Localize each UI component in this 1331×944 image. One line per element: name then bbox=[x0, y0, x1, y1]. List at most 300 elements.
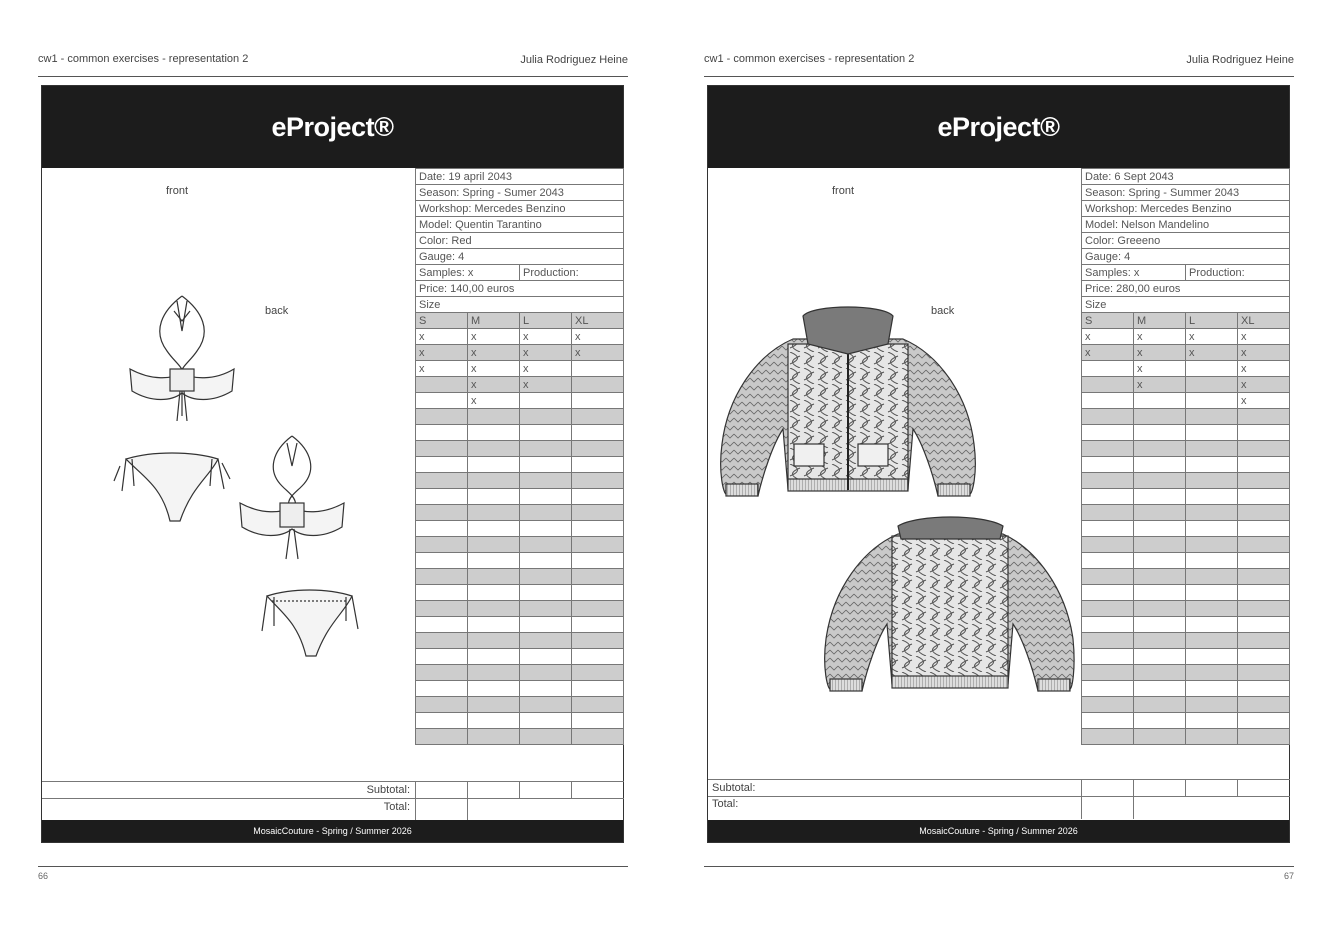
size-cell bbox=[468, 569, 520, 585]
size-cell bbox=[572, 393, 624, 409]
size-cell: x bbox=[1134, 345, 1186, 361]
size-cell bbox=[520, 537, 572, 553]
size-row bbox=[416, 521, 624, 537]
subtotal-label: Subtotal: bbox=[712, 782, 756, 794]
size-cell bbox=[572, 377, 624, 393]
size-cell: x bbox=[1082, 329, 1134, 345]
size-row bbox=[1082, 329, 1290, 345]
size-cell bbox=[1082, 521, 1134, 537]
size-cell bbox=[520, 409, 572, 425]
size-cell: x bbox=[520, 361, 572, 377]
header-rule bbox=[704, 76, 1294, 77]
size-cell bbox=[1186, 377, 1238, 393]
size-row bbox=[416, 729, 624, 745]
size-cell bbox=[1134, 681, 1186, 697]
size-cell bbox=[1238, 537, 1290, 553]
size-cell bbox=[1134, 409, 1186, 425]
size-cell bbox=[468, 601, 520, 617]
size-cell: x bbox=[468, 361, 520, 377]
size-row bbox=[416, 425, 624, 441]
size-row bbox=[416, 393, 624, 409]
size-cell bbox=[572, 697, 624, 713]
size-cell bbox=[520, 569, 572, 585]
total-label: Total: bbox=[383, 801, 410, 813]
size-cell bbox=[520, 713, 572, 729]
size-cell: x bbox=[572, 345, 624, 361]
size-cell bbox=[1082, 585, 1134, 601]
size-cell bbox=[572, 601, 624, 617]
size-cell bbox=[1186, 665, 1238, 681]
size-header: XL bbox=[572, 313, 624, 329]
size-cell bbox=[1186, 361, 1238, 377]
size-cell bbox=[416, 521, 468, 537]
size-row bbox=[1082, 409, 1290, 425]
size-cell bbox=[1238, 729, 1290, 745]
size-cell bbox=[416, 697, 468, 713]
size-cell bbox=[1134, 521, 1186, 537]
size-cell bbox=[572, 585, 624, 601]
size-cell bbox=[416, 681, 468, 697]
size-row bbox=[1082, 617, 1290, 633]
size-cell: x bbox=[1238, 377, 1290, 393]
size-cell bbox=[416, 425, 468, 441]
size-cell bbox=[1082, 649, 1134, 665]
size-cell bbox=[520, 633, 572, 649]
size-cell: x bbox=[1238, 345, 1290, 361]
size-row bbox=[1082, 457, 1290, 473]
size-cell bbox=[1082, 377, 1134, 393]
size-cell bbox=[572, 569, 624, 585]
size-row bbox=[416, 601, 624, 617]
size-cell bbox=[1082, 537, 1134, 553]
size-cell bbox=[416, 601, 468, 617]
size-cell bbox=[1082, 569, 1134, 585]
size-cell bbox=[520, 681, 572, 697]
subtotal-label: Subtotal: bbox=[366, 784, 410, 796]
size-cell bbox=[416, 585, 468, 601]
size-cell bbox=[1238, 521, 1290, 537]
size-cell bbox=[468, 425, 520, 441]
size-cell bbox=[1082, 489, 1134, 505]
size-row bbox=[416, 569, 624, 585]
size-cell bbox=[1082, 505, 1134, 521]
size-cell bbox=[1134, 425, 1186, 441]
size-cell bbox=[520, 393, 572, 409]
size-cell bbox=[1082, 633, 1134, 649]
size-cell bbox=[520, 425, 572, 441]
size-cell bbox=[1082, 681, 1134, 697]
size-cell bbox=[520, 697, 572, 713]
spec-table bbox=[1081, 168, 1290, 745]
size-cell bbox=[1134, 585, 1186, 601]
size-row bbox=[1082, 601, 1290, 617]
front-label: front bbox=[166, 185, 189, 197]
size-cell bbox=[1238, 553, 1290, 569]
size-row bbox=[416, 697, 624, 713]
size-cell bbox=[1186, 457, 1238, 473]
brand-title: eProject® bbox=[42, 86, 623, 168]
size-cell bbox=[416, 377, 468, 393]
size-row bbox=[416, 457, 624, 473]
size-cell: x bbox=[520, 345, 572, 361]
page-number: 66 bbox=[38, 871, 49, 881]
size-cell bbox=[1238, 473, 1290, 489]
size-cell bbox=[572, 553, 624, 569]
size-cell bbox=[468, 633, 520, 649]
size-cell: x bbox=[468, 377, 520, 393]
size-header: XL bbox=[1238, 313, 1290, 329]
footer-rule bbox=[704, 866, 1294, 867]
total-label: Total: bbox=[712, 798, 739, 810]
size-cell bbox=[1082, 409, 1134, 425]
size-cell bbox=[520, 457, 572, 473]
size-header: S bbox=[1082, 313, 1134, 329]
size-cell bbox=[520, 473, 572, 489]
size-cell: x bbox=[1134, 329, 1186, 345]
size-cell bbox=[1186, 697, 1238, 713]
size-cell: x bbox=[520, 329, 572, 345]
size-cell: x bbox=[416, 345, 468, 361]
size-cell bbox=[1134, 441, 1186, 457]
size-cell bbox=[572, 617, 624, 633]
size-cell bbox=[520, 585, 572, 601]
size-cell bbox=[416, 489, 468, 505]
spec-gauge: Gauge: 4 bbox=[1082, 249, 1290, 265]
size-cell bbox=[1186, 521, 1238, 537]
size-cell bbox=[468, 521, 520, 537]
size-cell bbox=[1238, 633, 1290, 649]
size-cell bbox=[1134, 393, 1186, 409]
size-cell: x bbox=[1134, 377, 1186, 393]
size-row bbox=[416, 409, 624, 425]
size-row bbox=[1082, 473, 1290, 489]
size-cell bbox=[572, 505, 624, 521]
size-header: M bbox=[1134, 313, 1186, 329]
size-cell bbox=[1082, 553, 1134, 569]
size-cell: x bbox=[520, 377, 572, 393]
size-cell bbox=[468, 457, 520, 473]
size-cell bbox=[1238, 697, 1290, 713]
bikini-sketch bbox=[122, 291, 382, 671]
size-cell bbox=[1186, 473, 1238, 489]
size-cell bbox=[1082, 729, 1134, 745]
size-cell: x bbox=[1186, 345, 1238, 361]
size-cell bbox=[572, 681, 624, 697]
size-row bbox=[1082, 665, 1290, 681]
size-cell bbox=[572, 441, 624, 457]
spec-size: Size bbox=[416, 297, 624, 313]
size-header: L bbox=[520, 313, 572, 329]
size-row bbox=[416, 345, 624, 361]
spec-date: Date: 6 Sept 2043 bbox=[1082, 169, 1290, 185]
size-cell bbox=[1186, 393, 1238, 409]
size-cell bbox=[416, 441, 468, 457]
size-row bbox=[416, 377, 624, 393]
spec-date: Date: 19 april 2043 bbox=[416, 169, 624, 185]
size-cell bbox=[1134, 617, 1186, 633]
spec-production: Production: bbox=[1186, 265, 1290, 281]
size-cell bbox=[1186, 617, 1238, 633]
size-cell bbox=[1082, 601, 1134, 617]
footer-bar: MosaicCouture - Spring / Summer 2026 bbox=[42, 820, 623, 842]
size-row bbox=[1082, 361, 1290, 377]
spec-price: Price: 280,00 euros bbox=[1082, 281, 1290, 297]
size-cell bbox=[520, 441, 572, 457]
size-cell bbox=[572, 409, 624, 425]
size-header: M bbox=[468, 313, 520, 329]
size-row bbox=[1082, 585, 1290, 601]
size-cell bbox=[1082, 457, 1134, 473]
size-cell bbox=[1186, 633, 1238, 649]
size-row bbox=[416, 553, 624, 569]
size-row bbox=[416, 361, 624, 377]
size-cell: x bbox=[468, 329, 520, 345]
size-cell bbox=[1134, 505, 1186, 521]
header-rule bbox=[38, 76, 628, 77]
size-cell bbox=[468, 617, 520, 633]
size-cell bbox=[1238, 601, 1290, 617]
size-row bbox=[1082, 377, 1290, 393]
size-cell bbox=[572, 425, 624, 441]
size-cell bbox=[1238, 457, 1290, 473]
size-row bbox=[416, 681, 624, 697]
size-cell: x bbox=[1238, 329, 1290, 345]
total-col-line bbox=[1133, 779, 1134, 819]
size-cell bbox=[416, 569, 468, 585]
total-col-line bbox=[467, 781, 468, 821]
size-cell bbox=[1186, 441, 1238, 457]
total-rule bbox=[42, 798, 624, 799]
header-course-title: cw1 - common exercises - representation 2 bbox=[38, 53, 249, 65]
brand-title: eProject® bbox=[708, 86, 1289, 168]
size-cell bbox=[1134, 569, 1186, 585]
total-col-line bbox=[1081, 779, 1082, 819]
size-cell bbox=[520, 617, 572, 633]
size-cell bbox=[1238, 569, 1290, 585]
size-cell bbox=[1134, 601, 1186, 617]
size-cell bbox=[416, 409, 468, 425]
spec-samples: Samples: x bbox=[1082, 265, 1186, 281]
size-cell bbox=[416, 649, 468, 665]
size-cell bbox=[572, 361, 624, 377]
left-page bbox=[38, 0, 628, 944]
size-cell bbox=[468, 681, 520, 697]
size-cell bbox=[520, 553, 572, 569]
size-cell bbox=[416, 729, 468, 745]
size-row bbox=[1082, 393, 1290, 409]
size-cell bbox=[520, 665, 572, 681]
size-row bbox=[416, 329, 624, 345]
size-cell bbox=[468, 729, 520, 745]
size-cell bbox=[468, 697, 520, 713]
size-cell bbox=[1238, 505, 1290, 521]
size-cell bbox=[468, 409, 520, 425]
size-cell bbox=[1238, 681, 1290, 697]
footer-bar: MosaicCouture - Spring / Summer 2026 bbox=[708, 820, 1289, 842]
size-cell bbox=[572, 665, 624, 681]
size-cell bbox=[416, 633, 468, 649]
size-row bbox=[416, 649, 624, 665]
right-page bbox=[704, 0, 1294, 944]
jacket-sketch bbox=[718, 304, 1078, 729]
size-cell bbox=[1238, 409, 1290, 425]
size-header: L bbox=[1186, 313, 1238, 329]
size-cell bbox=[1134, 697, 1186, 713]
total-col-line bbox=[415, 781, 416, 821]
size-cell bbox=[416, 553, 468, 569]
spec-sheet bbox=[41, 85, 624, 843]
size-row bbox=[1082, 441, 1290, 457]
size-cell: x bbox=[572, 329, 624, 345]
header-author: Julia Rodriguez Heine bbox=[520, 54, 628, 66]
size-cell: x bbox=[468, 393, 520, 409]
size-header: S bbox=[416, 313, 468, 329]
size-cell bbox=[1134, 473, 1186, 489]
size-row bbox=[416, 633, 624, 649]
size-cell bbox=[572, 489, 624, 505]
size-row bbox=[416, 441, 624, 457]
size-cell bbox=[468, 665, 520, 681]
size-cell bbox=[1134, 713, 1186, 729]
spec-size: Size bbox=[1082, 297, 1290, 313]
size-cell bbox=[1134, 665, 1186, 681]
size-row bbox=[1082, 489, 1290, 505]
size-row bbox=[416, 489, 624, 505]
size-cell bbox=[520, 601, 572, 617]
size-cell bbox=[1238, 617, 1290, 633]
size-cell bbox=[416, 713, 468, 729]
size-cell: x bbox=[1186, 329, 1238, 345]
spec-table bbox=[415, 168, 624, 745]
size-cell bbox=[1134, 553, 1186, 569]
size-cell bbox=[1082, 617, 1134, 633]
size-row bbox=[416, 473, 624, 489]
size-row bbox=[416, 585, 624, 601]
size-row bbox=[1082, 345, 1290, 361]
size-cell bbox=[1238, 665, 1290, 681]
size-row bbox=[1082, 521, 1290, 537]
size-row bbox=[1082, 649, 1290, 665]
size-row bbox=[1082, 425, 1290, 441]
size-cell bbox=[1134, 729, 1186, 745]
size-cell bbox=[1082, 665, 1134, 681]
size-cell bbox=[1238, 425, 1290, 441]
size-cell bbox=[416, 537, 468, 553]
spec-price: Price: 140,00 euros bbox=[416, 281, 624, 297]
size-cell bbox=[1082, 393, 1134, 409]
header-author: Julia Rodriguez Heine bbox=[1186, 54, 1294, 66]
size-row bbox=[1082, 729, 1290, 745]
size-cell: x bbox=[468, 345, 520, 361]
back-label: back bbox=[931, 305, 955, 317]
size-cell bbox=[1238, 489, 1290, 505]
size-cell bbox=[1082, 425, 1134, 441]
spec-season: Season: Spring - Summer 2043 bbox=[1082, 185, 1290, 201]
spec-gauge: Gauge: 4 bbox=[416, 249, 624, 265]
size-cell bbox=[468, 585, 520, 601]
size-cell bbox=[572, 633, 624, 649]
size-cell bbox=[1186, 425, 1238, 441]
footer-rule bbox=[38, 866, 628, 867]
size-cell bbox=[1238, 713, 1290, 729]
size-row bbox=[1082, 553, 1290, 569]
total-col-line bbox=[519, 781, 520, 798]
size-cell bbox=[1134, 489, 1186, 505]
spec-samples: Samples: x bbox=[416, 265, 520, 281]
spec-production: Production: bbox=[520, 265, 624, 281]
size-row bbox=[1082, 505, 1290, 521]
size-cell bbox=[416, 457, 468, 473]
size-cell bbox=[1186, 681, 1238, 697]
size-cell bbox=[1186, 713, 1238, 729]
spec-workshop: Workshop: Mercedes Benzino bbox=[1082, 201, 1290, 217]
size-cell bbox=[1082, 441, 1134, 457]
size-row bbox=[1082, 633, 1290, 649]
size-cell bbox=[468, 713, 520, 729]
size-cell: x bbox=[1082, 345, 1134, 361]
size-row bbox=[416, 665, 624, 681]
size-cell bbox=[468, 441, 520, 457]
size-cell bbox=[572, 457, 624, 473]
size-cell bbox=[572, 473, 624, 489]
size-cell bbox=[572, 537, 624, 553]
size-row bbox=[416, 617, 624, 633]
size-cell bbox=[1186, 649, 1238, 665]
size-row bbox=[416, 713, 624, 729]
size-cell bbox=[520, 649, 572, 665]
size-cell bbox=[416, 505, 468, 521]
size-cell bbox=[520, 489, 572, 505]
size-cell bbox=[468, 473, 520, 489]
size-row bbox=[1082, 681, 1290, 697]
back-label: back bbox=[265, 305, 289, 317]
size-cell: x bbox=[1134, 361, 1186, 377]
size-cell bbox=[1082, 713, 1134, 729]
size-cell bbox=[416, 665, 468, 681]
spec-model: Model: Nelson Mandelino bbox=[1082, 217, 1290, 233]
total-col-line bbox=[571, 781, 572, 798]
total-col-line bbox=[1185, 779, 1186, 796]
size-cell: x bbox=[416, 361, 468, 377]
size-cell bbox=[1238, 585, 1290, 601]
size-cell bbox=[1134, 649, 1186, 665]
size-cell bbox=[416, 617, 468, 633]
size-cell bbox=[572, 521, 624, 537]
spec-sheet bbox=[707, 85, 1290, 843]
size-cell bbox=[1186, 505, 1238, 521]
header-course-title: cw1 - common exercises - representation 2 bbox=[704, 53, 915, 65]
size-cell: x bbox=[416, 329, 468, 345]
total-col-line bbox=[1237, 779, 1238, 796]
size-cell bbox=[1238, 649, 1290, 665]
size-cell bbox=[468, 505, 520, 521]
size-cell bbox=[520, 521, 572, 537]
size-cell bbox=[572, 649, 624, 665]
size-cell: x bbox=[1238, 361, 1290, 377]
spec-season: Season: Spring - Sumer 2043 bbox=[416, 185, 624, 201]
size-cell bbox=[1186, 729, 1238, 745]
size-cell bbox=[1134, 633, 1186, 649]
size-row bbox=[416, 537, 624, 553]
size-cell bbox=[572, 713, 624, 729]
size-cell bbox=[1186, 537, 1238, 553]
size-cell bbox=[1082, 473, 1134, 489]
front-label: front bbox=[832, 185, 855, 197]
size-row bbox=[1082, 537, 1290, 553]
size-cell bbox=[520, 505, 572, 521]
spec-model: Model: Quentin Tarantino bbox=[416, 217, 624, 233]
total-rule bbox=[708, 796, 1290, 797]
